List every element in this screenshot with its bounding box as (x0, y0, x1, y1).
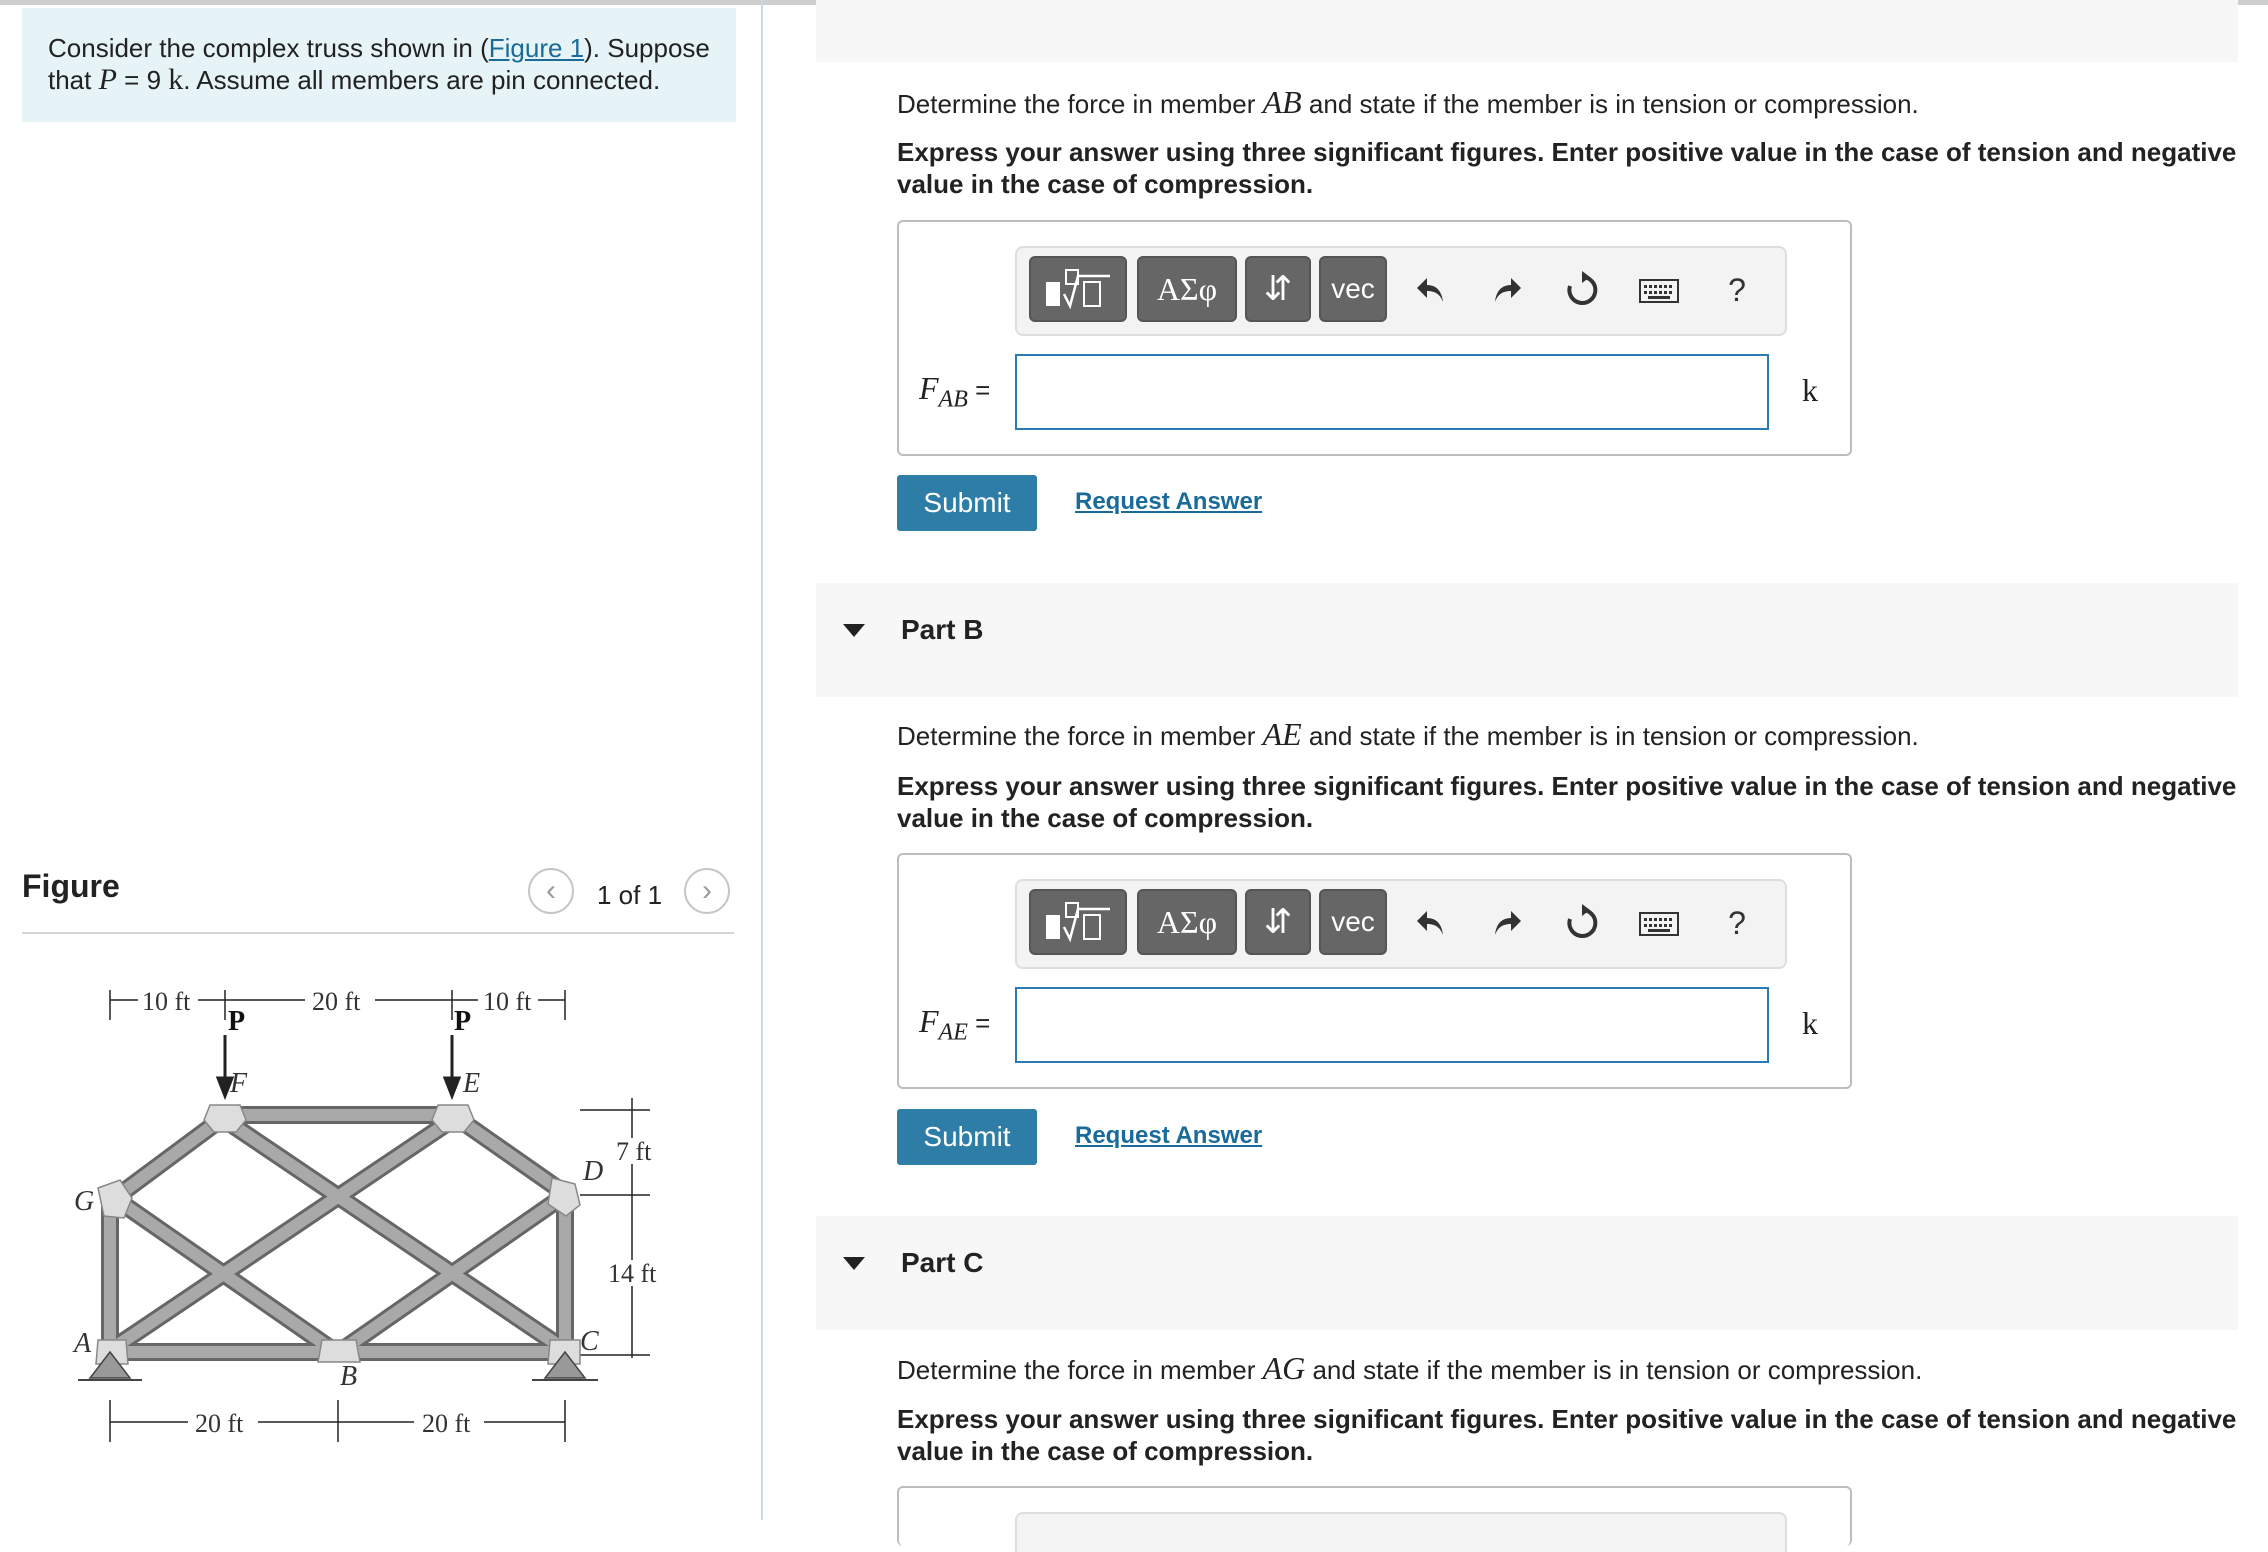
dim-label: 10 ft (142, 987, 191, 1016)
part-c-question (897, 1350, 1922, 1387)
collapse-triangle-icon[interactable] (843, 1257, 865, 1270)
vec-button[interactable]: vec (1319, 256, 1387, 322)
arrows-button[interactable]: ⇵ (1245, 256, 1311, 322)
member-name: AB (1262, 84, 1302, 120)
problem-statement (22, 8, 736, 122)
keyboard-icon (1638, 276, 1680, 304)
answer-label (919, 370, 990, 413)
part-a-header[interactable] (816, 0, 2238, 62)
math-toolbar (1015, 1512, 1787, 1552)
member-name: AG (1262, 1350, 1306, 1386)
help-button[interactable]: ? (1728, 904, 1746, 941)
figure-link[interactable]: Figure 1 (488, 33, 585, 63)
templates-button[interactable] (1029, 256, 1127, 322)
answer-unit: k (1802, 372, 1818, 408)
dim-label: 14 ft (608, 1259, 657, 1288)
node-label: G (74, 1186, 95, 1217)
p-unit: k (168, 63, 184, 96)
part-c-instructions: Express your answer using three significant figures. Enter positive value in the case of tension and negative value in the case of compression. (897, 1404, 2237, 1466)
force-subscript: AE (938, 1019, 968, 1046)
next-figure-button[interactable] (684, 868, 730, 914)
part-a-instructions: Express your answer using three significant figures. Enter positive value in the case of tension and negative value in the case of compression. (897, 137, 2237, 199)
submit-button[interactable]: Submit (897, 475, 1037, 531)
answer-input[interactable] (1015, 354, 1769, 430)
problem-text: Consider the complex truss shown in ( (48, 33, 489, 63)
dim-label: 20 ft (422, 1409, 471, 1438)
redo-button[interactable] (1477, 891, 1537, 955)
node-label: B (340, 1361, 358, 1392)
equals-sign: = (967, 375, 991, 405)
question-text: and state if the member is in tension or compression. (1301, 89, 1919, 119)
greek-button[interactable]: ΑΣφ (1137, 889, 1237, 955)
templates-button[interactable] (1029, 889, 1127, 955)
chevron-left-icon: ‹ (546, 874, 556, 907)
redo-icon (1489, 905, 1525, 941)
reset-icon (1562, 903, 1602, 943)
dim-label: 20 ft (195, 1409, 244, 1438)
p-variable: P (98, 63, 117, 96)
question-text: Determine the force in member (897, 89, 1263, 119)
force-var: F (919, 1003, 939, 1039)
undo-button[interactable] (1401, 891, 1461, 955)
question-text: and state if the member is in tension or compression. (1301, 721, 1919, 751)
math-toolbar (1015, 879, 1787, 969)
vec-button[interactable]: vec (1319, 889, 1387, 955)
node-label: D (583, 1156, 604, 1187)
answer-unit: k (1802, 1005, 1818, 1041)
answer-input[interactable] (1015, 987, 1769, 1063)
math-toolbar (1015, 246, 1787, 336)
greek-button[interactable]: ΑΣφ (1137, 256, 1237, 322)
force-var: F (919, 370, 939, 406)
problem-text: that (48, 65, 92, 95)
submit-button[interactable]: Submit (897, 1109, 1037, 1165)
figure-page-indicator: 1 of 1 (597, 880, 663, 910)
part-a-question (897, 84, 1919, 121)
node-label: C (580, 1326, 599, 1357)
redo-icon (1489, 272, 1525, 308)
prev-figure-button[interactable] (528, 868, 574, 914)
part-b-header[interactable] (816, 583, 2238, 697)
templates-icon (1038, 264, 1118, 314)
node-label: F (230, 1068, 248, 1099)
load-label: P (228, 1006, 246, 1037)
dim-label: 20 ft (312, 987, 361, 1016)
dim-label: 10 ft (483, 987, 532, 1016)
keyboard-icon (1638, 909, 1680, 937)
collapse-triangle-icon[interactable] (843, 624, 865, 637)
equals-sign: = (967, 1008, 991, 1038)
problem-text: . Assume all members are pin connected. (183, 65, 661, 95)
figure-divider (22, 932, 734, 934)
problem-text: ). Suppose (584, 33, 710, 63)
part-a-answer-box (897, 220, 1852, 456)
part-c-answer-box (897, 1486, 1852, 1546)
chevron-right-icon: › (702, 874, 712, 907)
part-b-question (897, 716, 1919, 753)
part-b-answer-box (897, 853, 1852, 1089)
undo-icon (1413, 905, 1449, 941)
keyboard-button[interactable] (1629, 258, 1689, 322)
load-label: P (454, 1006, 472, 1037)
part-b-instructions: Express your answer using three significant figures. Enter positive value in the case of tension and negative value in the case of compression. (897, 771, 2237, 833)
help-button[interactable]: ? (1728, 271, 1746, 308)
node-label: A (74, 1328, 92, 1359)
request-answer-link[interactable]: Request Answer (1075, 488, 1263, 515)
p-value: = 9 (116, 65, 169, 95)
question-text: Determine the force in member (897, 1355, 1263, 1385)
member-name: AE (1262, 716, 1302, 752)
reset-icon (1562, 270, 1602, 310)
node-label: E (463, 1068, 481, 1099)
answer-label (919, 1003, 990, 1046)
keyboard-button[interactable] (1629, 891, 1689, 955)
reset-button[interactable] (1552, 891, 1612, 955)
dim-label: 7 ft (616, 1137, 652, 1166)
request-answer-link[interactable]: Request Answer (1075, 1122, 1263, 1149)
question-text: Determine the force in member (897, 721, 1263, 751)
templates-icon (1038, 897, 1118, 947)
reset-button[interactable] (1552, 258, 1612, 322)
part-c-header[interactable] (816, 1216, 2238, 1330)
undo-button[interactable] (1401, 258, 1461, 322)
arrows-button[interactable]: ⇵ (1245, 889, 1311, 955)
force-subscript: AB (938, 386, 968, 413)
undo-icon (1413, 272, 1449, 308)
panel-divider (761, 0, 763, 1520)
question-text: and state if the member is in tension or compression. (1305, 1355, 1923, 1385)
redo-button[interactable] (1477, 258, 1537, 322)
truss-figure (60, 980, 700, 1450)
part-c-title: Part C (901, 1247, 984, 1278)
part-b-title: Part B (901, 614, 984, 645)
figure-heading: Figure (22, 868, 120, 904)
